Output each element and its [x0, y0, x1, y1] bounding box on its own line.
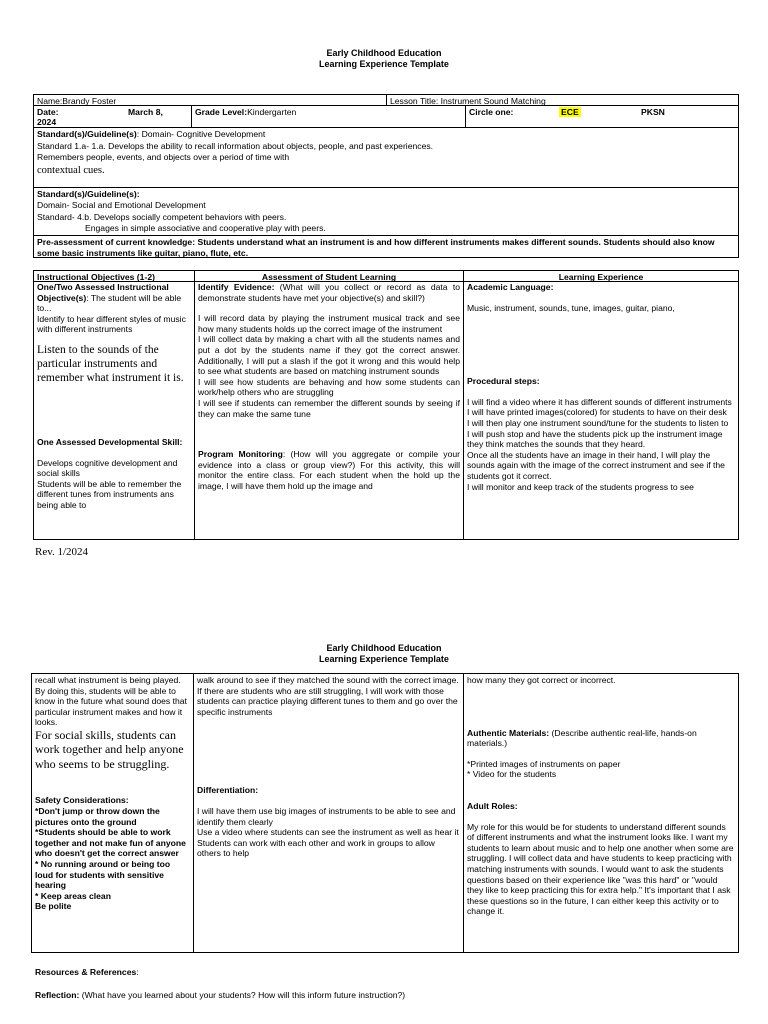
adult-roles-title: Adult Roles: — [467, 800, 518, 811]
standards-cognitive — [34, 128, 737, 178]
grade-level — [192, 106, 464, 119]
objective-text: Identify to hear different styles of music with different instruments — [37, 313, 186, 335]
material-1: *Printed images of instruments on paper — [467, 758, 621, 769]
objective-rest: : The student will be able to... — [37, 292, 182, 314]
col-header-objectives: Instructional Objectives (1-2) — [37, 272, 155, 282]
assessment-p1: I will record data by playing the instrument musical track and see how many students holds up the correct image of the instrument — [198, 313, 460, 334]
circle-ece[interactable] — [556, 106, 596, 119]
objectives-column — [34, 282, 194, 538]
dev-skill-text1: Develops cognitive development and social skills — [37, 457, 178, 479]
dev-skill-title: One Assessed Developmental Skill: — [37, 436, 183, 447]
standards2-line4: Engages in simple associative and cooperative play with peers. — [85, 223, 326, 234]
circle-label: Circle one: — [469, 107, 514, 117]
preassessment: Pre-assessment of current knowledge: Students understand what an instrument is and how different instruments makes different sounds. Students should also know some basic instruments like guitar, piano, flute, etc. — [37, 237, 715, 258]
step-1: I will find a video where it has different sounds of different instruments — [467, 396, 732, 407]
page1-header-line2: Learning Experience Template — [319, 59, 449, 69]
date-label: Date: — [37, 107, 59, 117]
differentiation-2: Use a video where students can see the instrument as well as hear it — [197, 827, 459, 838]
standards1-line3: Remembers people, events, and objects over a period of time with — [37, 152, 290, 162]
standards2-label: Standard(s)/Guideline(s): — [37, 189, 140, 199]
standards-social — [34, 188, 737, 236]
step-4: I will push stop and have the students pick up the instrument image they think matches the sounds that they heard. — [467, 428, 723, 450]
identify-evidence-title: Identify Evidence: — [198, 282, 275, 292]
assessment-p2: I will collect data by making a chart with all the students names and put a dot by the students name if they got the correct answer. Additionally, I will put a slash if the got it wrong and this would help to see what students are based on matching instrument sounds — [198, 334, 460, 377]
page2-header-line1: Early Childhood Education — [326, 643, 442, 653]
safety-item-5: Be polite — [35, 901, 72, 912]
academic-language-text: Music, instrument, sounds, tune, images, guitar, piano, — [467, 302, 675, 313]
circle-pksn[interactable]: PKSN — [641, 107, 665, 117]
step-5: Once all the students have an image in their hand, I will play the sounds again with the image of the correct instrument and see if the students got it correct. — [467, 449, 725, 481]
p2-learning-cont: how many they got correct or incorrect. — [467, 675, 616, 685]
grade-value: Kindergarten — [247, 107, 297, 117]
col-header-assessment: Assessment of Student Learning — [261, 272, 397, 282]
authentic-materials-title: Authentic Materials: — [467, 727, 550, 738]
reflection-label: Reflection: — [35, 990, 80, 1000]
safety-item-3: * No running around or being too loud for students with sensitive hearing — [35, 859, 171, 891]
p2-assessment-column — [194, 674, 463, 952]
differentiation-title: Differentiation: — [197, 785, 259, 796]
assessment-p3: I will see how students are behaving and how some students can work/help others who are struggling — [198, 376, 460, 398]
step-2: I will have printed images(colored) for students to have on their desk — [467, 407, 727, 418]
standards1-line4: contextual cues. — [37, 164, 105, 176]
revision-note: Rev. 1/2024 — [35, 546, 89, 558]
objective-serif: Listen to the sounds of the particular instruments and remember what instrument it is. — [37, 343, 184, 384]
teacher-name: Name:Brandy Foster — [37, 96, 117, 106]
date-value: March 8, — [128, 107, 163, 117]
safety-title: Safety Considerations: — [35, 795, 129, 806]
standards1-label: Standard(s)/Guideline(s) — [37, 129, 137, 139]
safety-item-2: *Students should be able to work together and not make fun of anyone who doesn't get the correct answer — [35, 827, 186, 859]
standards2-line2: Domain- Social and Emotional Development — [37, 200, 206, 211]
p2-objectives-serif: For social skills, students can work together and help anyone who seems to be struggling. — [35, 727, 184, 771]
learning-column — [464, 282, 738, 538]
resources-references — [35, 967, 139, 978]
p2-assessment-cont1: walk around to see if they matched the sound with the correct image. — [197, 675, 459, 685]
assessment-column — [195, 282, 463, 538]
dev-skill-text2: Students will be able to remember the different tunes from instruments ans being able to — [37, 478, 182, 510]
p2-assessment-cont2: If there are students who are still struggling, I will work with those students can practice playing different tunes to them and go over the specific instruments — [197, 685, 458, 717]
standards2-line3: Standard- 4.b. Develops socially competent behaviors with peers. — [37, 211, 287, 222]
p2-objectives-cont: recall what instrument is being played. By doing this, students will be able to know in the future what sound does that particular instrument makes and how it looks. — [35, 675, 187, 728]
step-6: I will monitor and keep track of the students progress to see — [467, 481, 694, 492]
page2-header-line2: Learning Experience Template — [319, 654, 449, 664]
standards1-domain: : Domain- Cognitive Development — [136, 129, 266, 139]
identify-evidence-rest: (What will you collect or record as data to demonstrate students have met your objective(s) and skill?) — [198, 282, 460, 303]
objective-title: One/Two Assessed Instructional Objective(s) — [37, 282, 169, 303]
step-3: I will then play one instrument sound/tune for the students to listen to — [467, 417, 729, 428]
differentiation-3: Students can work with each other and work in groups to allow others to help — [197, 837, 435, 859]
p2-objectives-column — [32, 674, 193, 952]
circle-ece-highlight: ECE — [561, 107, 579, 117]
procedural-steps-title: Procedural steps: — [467, 376, 540, 387]
program-monitoring-title: Program Monitoring — [198, 449, 283, 460]
reflection-text: (What have you learned about your students? How will this inform future instruction?) — [79, 990, 406, 1000]
resources-colon: : — [136, 967, 139, 977]
lesson-title: Lesson Title: Instrument Sound Matching — [390, 96, 546, 106]
program-monitoring-rest: : (How will you aggregate or compile your evidence into a class or group view?) For this activity, this will monitor the entire class. For each student when the hold up the image, I will have them hold up the image and — [198, 449, 460, 491]
grade-label: Grade Level: — [195, 107, 248, 117]
resources-label: Resources & References — [35, 967, 137, 977]
page1-header-line1: Early Childhood Education — [326, 48, 442, 58]
adult-roles-text: My role for this would be for students to understand different sounds of different instruments and what the instrument looks like. I want my students to learn about music and to help one another when some are struggling. I will collect data and have students to keep practicing with matching instruments with sounds. I would want to ask the students questions based on their experience like "was this hard" or "would they like to keep practicing this for extra help." It's important that I ask these questions so in the future, I can either keep this activity or to change it. — [467, 821, 734, 917]
safety-item-4: * Keep areas clean — [35, 890, 111, 901]
reflection — [35, 990, 405, 1001]
academic-language-title: Academic Language: — [467, 282, 554, 292]
authentic-materials-rest: (Describe authentic real-life, hands-on materials.) — [467, 727, 697, 749]
date-year: 2024 — [37, 117, 57, 127]
material-2: * Video for the students — [467, 769, 557, 780]
standards1-line2: Standard 1.a- 1.a. Develops the ability to recall information about objects, people, and past experiences. — [37, 140, 434, 151]
col-header-learning: Learning Experience — [558, 272, 644, 282]
safety-item-1: *Don't jump or throw down the pictures onto the ground — [35, 806, 160, 827]
assessment-p4: I will see if students can remember the different sounds by seeing if they can make the same tune — [198, 397, 460, 419]
p2-learning-column — [464, 674, 738, 952]
differentiation-1: I will have them use big images of instruments to be able to see and identify them clearly — [197, 805, 456, 827]
